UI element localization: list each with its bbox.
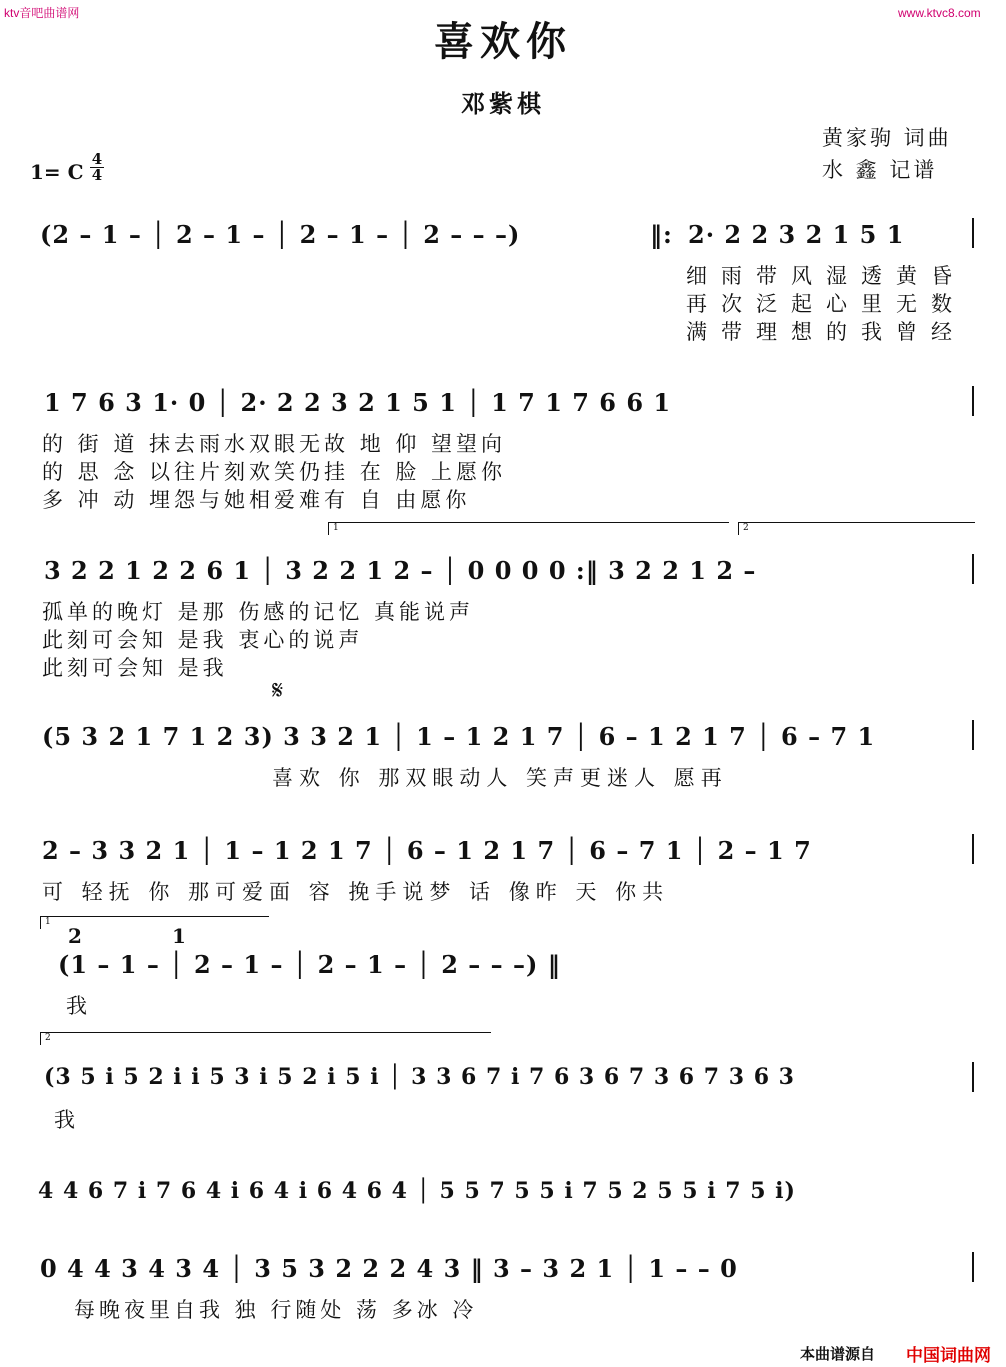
key-signature: 1= C [30, 160, 84, 184]
barline [972, 386, 974, 416]
time-signature-top: 4 [91, 150, 103, 168]
interlude-notes-row2: 4 4 6 7 i 7 6 4 i 6 4 i 6 4 6 4 │ 5 5 7 5 5 i 7 5 2 5 5 i 7 5 i) [38, 1178, 796, 1204]
lyric-line-3: 多 冲 动 埋怨与她相爱难有 自 由愿你 [42, 488, 471, 512]
intro-notes: (2 – 1 – │ 2 – 1 – │ 2 – 1 – │ 2 – – –) [40, 220, 521, 249]
chorus-lyrics-row2: 可 轻抚 你 那可爱面 容 挽手说梦 话 像昨 天 你共 [42, 880, 670, 904]
barline [972, 1252, 974, 1282]
singer-name: 邓紫棋 [461, 89, 545, 118]
ending-notes: (1 – 1 – │ 2 – 1 – │ 2 – 1 – │ 2 – – –) ‖ [58, 950, 561, 979]
lyric-line-1: 的 街 道 抹去雨水双眼无故 地 仰 望望向 [42, 432, 507, 456]
verse-notes-row3: 3 2 2 1 2 2 6 1 │ 3 2 2 1 2 – │ 0 0 0 0 :‖ 3 2 2 1 2 – [44, 556, 757, 585]
time-signature [90, 152, 104, 183]
first-ending-bracket: 1 [328, 522, 729, 535]
chorus-notes-row1: (5 3 2 1 7 1 2 3) 3 3 2 1 │ 1 – 1 2 1 7 │ 6 – 1 2 1 7 │ 6 – 7 1 [42, 722, 876, 751]
barline [972, 720, 974, 750]
footer-source-label: 本曲谱源自 [800, 1346, 876, 1363]
verse-notes-row2: 1 7 6 3 1· 0 │ 2· 2 2 3 2 1 5 1 │ 1 7 1 7 6 6 1 [44, 388, 672, 417]
verse-notes-row1: 2· 2 2 3 2 1 5 1 [688, 220, 905, 249]
upper-harmony-note: 2 [68, 924, 83, 948]
footer-source-link[interactable]: 中国词曲网 [906, 1346, 991, 1365]
chorus-lyrics-row1: 喜欢 你 那双眼动人 笑声更迷人 愿再 [272, 766, 728, 790]
segno-sign: 𝄋 [272, 676, 284, 706]
second-ending-bracket: 2 [738, 522, 975, 535]
time-signature-bottom: 4 [91, 166, 103, 184]
credit-transcriber: 水 鑫 记谱 [822, 158, 938, 182]
lyric-line-3: 此刻可会知 是我 [42, 656, 228, 680]
repeat-open-sign: ‖: [650, 220, 673, 249]
final-notes: 0 4 4 3 4 3 4 │ 3 5 3 2 2 2 4 3 ‖ 3 – 3 2 1 │ 1 – – 0 [40, 1254, 738, 1283]
lyric-line-3: 满带理想的我曾经 [686, 320, 966, 344]
second-ending-bracket: 2 [40, 1032, 491, 1045]
site-watermark-right: www.ktvc8.com [898, 6, 981, 20]
lyric-line-2: 此刻可会知 是我 衷心的说声 [42, 628, 364, 652]
barline [972, 834, 974, 864]
lyric-line-2: 的 思 念 以往片刻欢笑仍挂 在 脸 上愿你 [42, 460, 507, 484]
lyric-line-2: 再次泛起心里无数 [686, 292, 966, 316]
chorus-notes-row2: 2 – 3 3 2 1 │ 1 – 1 2 1 7 │ 6 – 1 2 1 7 │ 6 – 7 1 │ 2 – 1 7 [42, 836, 812, 865]
first-ending-bracket: 1 [40, 916, 269, 929]
barline [972, 1062, 974, 1092]
interlude-lyric: 我 [54, 1108, 89, 1132]
interlude-notes-row1: (3 5 i 5 2 i i 5 3 i 5 2 i 5 i │ 3 3 6 7 i 7 6 3 6 7 3 6 7 3 6 3 [44, 1064, 795, 1090]
song-title: 喜欢你 [434, 18, 572, 65]
credit-composer: 黄家驹 词曲 [822, 126, 952, 150]
upper-harmony-note: 1 [172, 924, 187, 948]
site-watermark-left: ktv音吧曲谱网 [4, 6, 80, 20]
lyric-line-1: 细雨带风湿透黄昏 [686, 264, 966, 288]
barline [972, 218, 974, 248]
lyric-line-1: 孤单的晚灯 是那 伤感的记忆 真能说声 [42, 600, 475, 624]
final-lyrics: 每晚夜里自我 独 行随处 荡 多冰 冷 [74, 1298, 478, 1322]
ending-lyric: 我 [66, 994, 101, 1018]
barline [972, 554, 974, 584]
